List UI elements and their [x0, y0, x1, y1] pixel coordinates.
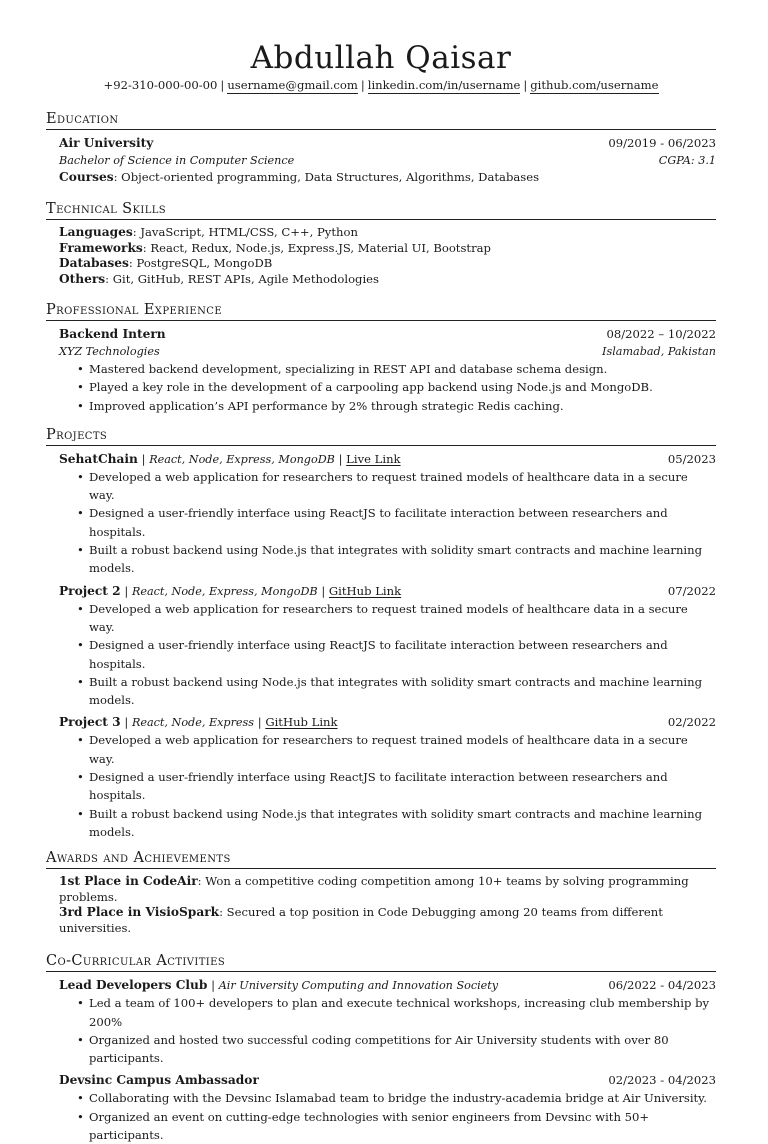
list-item: • Developed a web application for researchers to request trained models of healthcare data in a secure way. — [89, 731, 716, 768]
contact-line — [46, 77, 716, 93]
project-entry: Project 3 | React, Node, Express | GitHub Link 02/2022 • Developed a web application for researchers to request trained models of healthcare data in a secure way. • Designed a user-friendly interface using ReactJS to facilitate interaction between researchers and hospitals. • Built a robust backend using Node.js that integrates with solidity smart contracts and machine learning models. — [46, 714, 716, 841]
company-name: XYZ Technologies — [59, 345, 160, 358]
award-label: 3rd Place in VisioSpark — [59, 905, 220, 920]
list-item: • Designed a user-friendly interface using ReactJS to facilitate interaction between researchers and hospitals. — [89, 636, 716, 673]
degree: Bachelor of Science in Computer Science — [59, 154, 295, 167]
activity-name: Devsinc Campus Ambassador — [59, 1073, 259, 1088]
activity-org: Air University Computing and Innovation Society — [218, 979, 499, 993]
activity-entry: Lead Developers Club | Air University Computing and Innovation Society 06/2022 - 04/2023 • Led a team of 100+ developers to plan and execute technical workshops, increasing club membership by 200% • Organized and hosted two successful coding competitions for Air University students with over 80 participants. — [46, 977, 716, 1067]
activity-bullets — [59, 994, 716, 1067]
awards-list — [46, 874, 716, 936]
skill-row — [59, 256, 716, 272]
list-item: • Improved application’s API performance by 2% through strategic Redis caching. — [89, 397, 716, 415]
linkedin-link[interactable]: linkedin.com/in/username — [367, 78, 521, 92]
education-entry — [46, 135, 716, 186]
skill-value: : React, Redux, Node.js, Express.JS, Material UI, Bootstrap — [142, 240, 491, 255]
job-role: Backend Intern — [59, 327, 166, 341]
project-link[interactable]: Live Link — [346, 451, 401, 466]
project-bullets — [59, 600, 716, 710]
separator: | — [523, 78, 528, 92]
list-item: • Developed a web application for researchers to request trained models of healthcare data in a secure way. — [89, 600, 716, 637]
projects-title: Projects — [46, 426, 716, 446]
awards-section — [46, 849, 716, 936]
project-stack: React, Node, Express — [131, 716, 255, 730]
skill-label: Frameworks — [59, 240, 143, 255]
project-stack: React, Node, Express, MongoDB — [131, 584, 318, 598]
project-name: SehatChain — [59, 451, 138, 466]
education-title: Education — [46, 110, 716, 130]
project-date: 05/2023 — [667, 451, 716, 466]
skill-value: : JavaScript, HTML/CSS, C++, Python — [132, 225, 358, 239]
project-link[interactable]: GitHub Link — [265, 715, 338, 730]
experience-title: Professional Experience — [46, 301, 716, 321]
cgpa: CGPA: 3.1 — [658, 154, 716, 167]
skill-label: Languages — [59, 225, 133, 239]
awards-title: Awards and Achievements — [46, 849, 716, 869]
job-location: Islamabad, Pakistan — [602, 345, 716, 358]
list-item: • Built a robust backend using Node.js that integrates with solidity smart contracts and machine learning models. — [89, 805, 716, 842]
skills-list — [46, 225, 716, 287]
activities-section — [46, 952, 716, 1144]
experience-entry — [46, 326, 716, 415]
experience-section — [46, 301, 716, 415]
award-value: : Secured a top position in Code Debugging among 20 teams from different universities. — [59, 905, 663, 935]
projects-section — [46, 426, 716, 841]
list-item: • Mastered backend development, specializing in REST API and database schema design. — [89, 360, 716, 378]
education-section — [46, 110, 716, 186]
email-link[interactable]: username@gmail.com — [227, 78, 358, 92]
list-item: • Organized an event on cutting-edge technologies with senior engineers from Devsinc with 50+ participants. — [89, 1108, 716, 1144]
github-link[interactable]: github.com/username — [530, 78, 659, 92]
activity-bullets — [59, 1089, 716, 1144]
award-label: 1st Place in CodeAir — [59, 874, 198, 889]
skill-row — [59, 241, 716, 257]
education-dates: 09/2019 - 06/2023 — [608, 136, 716, 150]
list-item: • Collaborating with the Devsinc Islamabad team to bridge the industry-academia bridge at Air University. — [89, 1089, 716, 1107]
award-row — [59, 905, 716, 936]
skill-label: Others — [59, 271, 106, 286]
activity-dates: 06/2022 - 04/2023 — [608, 978, 716, 993]
project-bullets — [59, 731, 716, 841]
project-entry: SehatChain | React, Node, Express, MongoDB | Live Link 05/2023 • Developed a web application for researchers to request trained models of healthcare data in a secure way. • Designed a user-friendly interface using ReactJS to facilitate interaction between researchers and hospitals. • Built a robust backend using Node.js that integrates with solidity smart contracts and machine learning models. — [46, 451, 716, 578]
list-item: • Played a key role in the development of a carpooling app backend using Node.js and MongoDB. — [89, 378, 716, 396]
separator: | — [360, 78, 365, 92]
project-name: Project 2 — [59, 583, 121, 598]
skills-title: Technical Skills — [46, 200, 716, 220]
list-item: • Built a robust backend using Node.js that integrates with solidity smart contracts and machine learning models. — [89, 541, 716, 578]
award-row — [59, 874, 716, 905]
list-item: • Built a robust backend using Node.js that integrates with solidity smart contracts and machine learning models. — [89, 673, 716, 710]
skill-value: : Git, GitHub, REST APIs, Agile Methodologies — [105, 271, 379, 286]
skill-row — [59, 225, 716, 241]
skill-value: : PostgreSQL, MongoDB — [128, 256, 273, 270]
separator: | — [220, 78, 225, 92]
skill-label: Databases — [59, 256, 129, 270]
list-item: • Designed a user-friendly interface using ReactJS to facilitate interaction between researchers and hospitals. — [89, 504, 716, 541]
school-name: Air University — [59, 136, 154, 150]
list-item: • Developed a web application for researchers to request trained models of healthcare data in a secure way. — [89, 468, 716, 505]
activity-name: Lead Developers Club — [59, 978, 208, 993]
project-bullets — [59, 468, 716, 578]
project-link[interactable]: GitHub Link — [328, 583, 402, 598]
phone-number: +92-310-000-00-00 — [103, 78, 218, 92]
courses-list: : Object-oriented programming, Data Structures, Algorithms, Databases — [113, 170, 540, 184]
award-value: : Won a competitive coding competition among 10+ teams by solving programming problems. — [59, 874, 689, 904]
courses-label: Courses — [59, 170, 114, 184]
resume-name: Abdullah Qaisar — [250, 40, 512, 76]
list-item: • Designed a user-friendly interface using ReactJS to facilitate interaction between researchers and hospitals. — [89, 768, 716, 805]
list-item: • Organized and hosted two successful coding competitions for Air University students with over 80 participants. — [89, 1031, 716, 1068]
list-item: • Led a team of 100+ developers to plan and execute technical workshops, increasing club membership by 200% — [89, 994, 716, 1031]
skills-section — [46, 200, 716, 287]
experience-bullets — [59, 360, 716, 415]
project-entry: Project 2 | React, Node, Express, MongoDB | GitHub Link 07/2022 • Developed a web application for researchers to request trained models of healthcare data in a secure way. • Designed a user-friendly interface using ReactJS to facilitate interaction between researchers and hospitals. • Built a robust backend using Node.js that integrates with solidity smart contracts and machine learning models. — [46, 583, 716, 710]
project-stack: React, Node, Express, MongoDB — [149, 452, 335, 466]
project-name: Project 3 — [59, 715, 121, 730]
activity-entry — [46, 1072, 716, 1144]
job-dates: 08/2022 – 10/2022 — [606, 327, 716, 341]
activity-dates: 02/2023 - 04/2023 — [608, 1073, 716, 1088]
project-date: 07/2022 — [667, 583, 716, 598]
project-date: 02/2022 — [667, 715, 716, 730]
activities-title: Co-Curricular Activities — [46, 952, 716, 972]
skill-row — [59, 272, 716, 288]
